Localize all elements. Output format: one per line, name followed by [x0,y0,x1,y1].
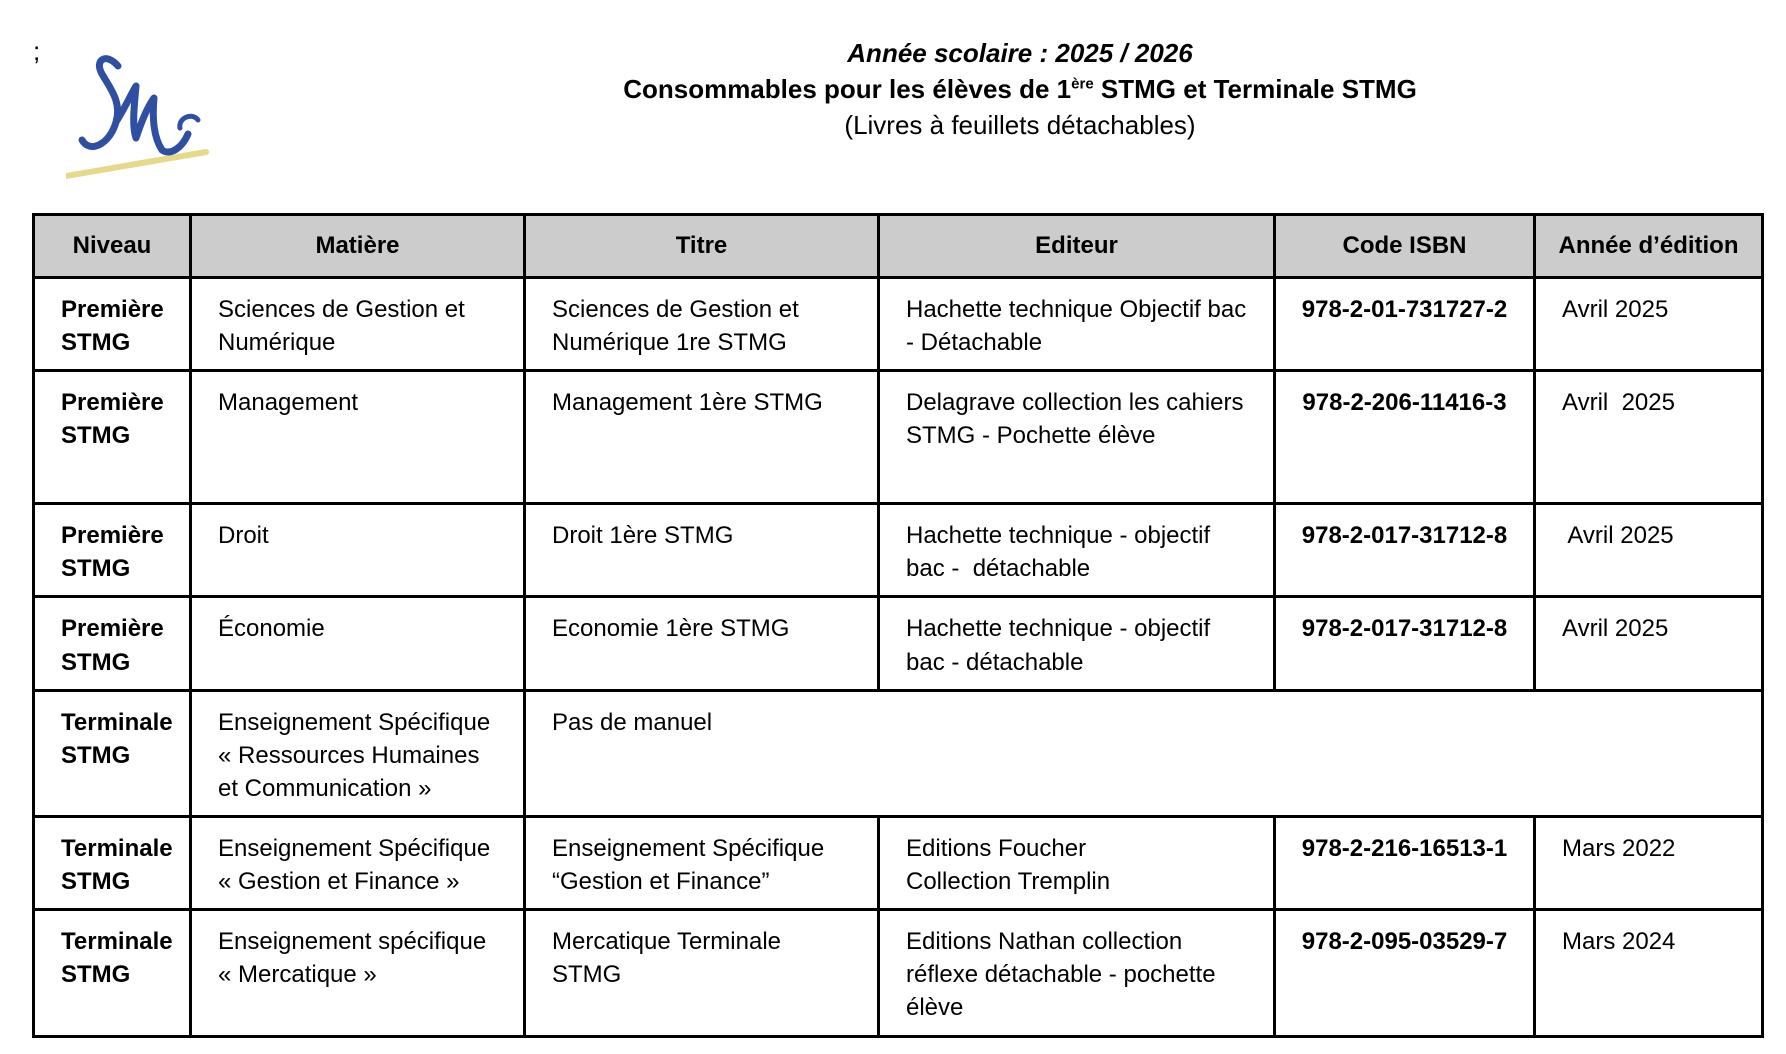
cell-matiere [191,371,525,504]
cell-matiere [191,597,525,690]
cell-isbn: 978-2-017-31712-8 [1275,597,1535,690]
cell-annee: Avril 2025 [1535,371,1763,504]
cell-matiere [191,504,525,597]
cell-editeur [879,597,1275,690]
title-part: Consommables pour les élèves de 1 [623,73,1072,104]
cell-editeur [879,504,1275,597]
cell-line: Numérique [218,329,336,357]
cell-line: Terminale [61,834,173,862]
document-header [520,36,1520,144]
cell-line: Droit 1ère STMG [552,522,734,550]
cell-niveau [34,597,191,690]
cell-editeur [879,816,1275,909]
school-logo-icon [66,46,242,182]
cell-line: Enseignement Spécifique [218,834,491,862]
cell-line: Terminale [61,928,173,956]
cell-line: Terminale [61,708,173,736]
table-row [34,816,1763,909]
cell-annee: Avril 2025 [1535,504,1763,597]
stray-semicolon: ; [33,36,41,66]
document-title [520,72,1520,108]
column-header: Code ISBN [1275,215,1535,278]
cell-titre [525,910,879,1036]
cell-line: « Gestion et Finance » [218,868,460,896]
cell-line: Editions Nathan collection [906,928,1183,956]
cell-line: bac - détachable [906,648,1084,676]
cell-merged [525,690,1763,816]
cell-titre [525,278,879,371]
cell-line: Enseignement Spécifique [218,708,491,736]
cell-line: STMG [552,961,622,989]
supplies-table [32,213,1764,1038]
cell-line: Management [218,389,359,417]
cell-niveau [34,278,191,371]
cell-niveau [34,816,191,909]
cell-line: Hachette technique - objectif [906,615,1211,643]
cell-matiere [191,816,525,909]
cell-annee: Mars 2022 [1535,816,1763,909]
cell-line: STMG [61,868,131,896]
cell-titre [525,371,879,504]
cell-line: Numérique 1re STMG [552,329,787,357]
cell-line: Première [61,522,164,550]
cell-line: réflexe détachable - pochette [906,961,1216,989]
column-header: Matière [191,215,525,278]
cell-line: Collection Tremplin [906,868,1111,896]
cell-line: Pas de manuel [552,708,713,736]
cell-isbn: 978-2-017-31712-8 [1275,504,1535,597]
cell-niveau [34,504,191,597]
cell-line: STMG [61,648,131,676]
cell-line: STMG [61,329,131,357]
cell-line: STMG [61,555,131,583]
cell-isbn: 978-2-01-731727-2 [1275,278,1535,371]
table-row [34,278,1763,371]
cell-line: élève [906,994,964,1022]
cell-editeur [879,910,1275,1036]
cell-niveau [34,910,191,1036]
cell-line: Sciences de Gestion et [552,296,799,323]
document-note: (Livres à feuillets détachables) [844,109,1196,140]
column-header: Année d’édition [1535,215,1763,278]
cell-line: Économie [218,615,325,643]
cell-line: “Gestion et Finance” [552,868,770,896]
cell-annee: Avril 2025 [1535,278,1763,371]
cell-line: Enseignement spécifique [218,928,487,956]
cell-annee: Mars 2024 [1535,910,1763,1036]
cell-line: Economie 1ère STMG [552,615,790,643]
cell-isbn: 978-2-095-03529-7 [1275,910,1535,1036]
cell-line: Première [61,615,164,643]
cell-annee: Avril 2025 [1535,597,1763,690]
cell-matiere [191,278,525,371]
cell-line: STMG [61,961,131,989]
cell-line: Première [61,296,164,323]
cell-line: Sciences de Gestion et [218,296,465,323]
cell-titre [525,597,879,690]
cell-line: Delagrave collection les cahiers [906,389,1244,417]
title-part: STMG et Terminale STMG [1093,73,1417,104]
cell-line: Enseignement Spécifique [552,834,825,862]
table-row [34,690,1763,816]
cell-line: Editions Foucher [906,834,1087,862]
column-header: Editeur [879,215,1275,278]
cell-line: Première [61,389,164,417]
cell-titre [525,504,879,597]
cell-line: - Détachable [906,329,1043,357]
school-year: Année scolaire : 2025 / 2026 [847,38,1193,68]
cell-matiere [191,910,525,1036]
cell-matiere [191,690,525,816]
table-row [34,371,1763,504]
table-header-row [34,215,1763,278]
cell-titre [525,816,879,909]
cell-line: bac - détachable [906,555,1091,583]
cell-line: Droit [218,522,269,550]
cell-line: Management 1ère STMG [552,389,823,417]
column-header: Titre [525,215,879,278]
cell-editeur [879,278,1275,371]
cell-editeur [879,371,1275,504]
cell-line: Mercatique Terminale [552,928,781,956]
cell-line: « Mercatique » [218,961,377,989]
cell-line: « Ressources Humaines [218,741,480,769]
table-row [34,597,1763,690]
cell-line: STMG [61,741,131,769]
cell-line: Hachette technique - objectif [906,522,1211,550]
table-row [34,504,1763,597]
cell-niveau [34,371,191,504]
cell-line: STMG - Pochette élève [906,422,1156,450]
cell-isbn: 978-2-216-16513-1 [1275,816,1535,909]
cell-niveau [34,690,191,816]
column-header: Niveau [34,215,191,278]
cell-line: Hachette technique Objectif bac [906,296,1247,323]
cell-isbn: 978-2-206-11416-3 [1275,371,1535,504]
cell-line: STMG [61,422,131,450]
table-row [34,910,1763,1036]
title-superscript: ère [1071,75,1094,93]
cell-line: et Communication » [218,774,432,802]
